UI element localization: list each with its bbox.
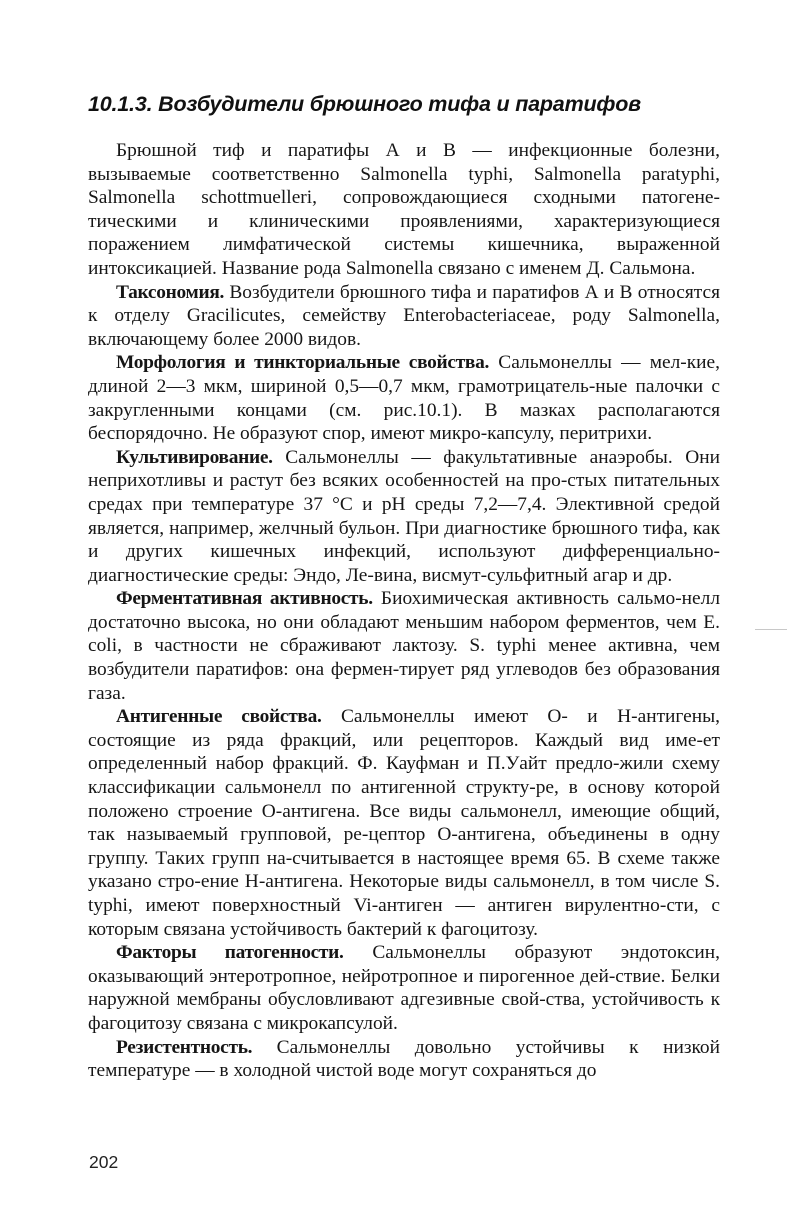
margin-mark [755,629,787,630]
paragraph-lead: Ферментативная активность. [116,588,373,610]
paragraph-morphology [88,351,720,445]
paragraph-text: Возбудители брюшного тифа и паратифов А и В относятся к отделу Gracilicutes, семейству Enterobacteriaceae, роду Salmonella, включающему более 2000 видов. [88,281,720,350]
paragraph-text: Сальмонеллы — мел-кие, длиной 2—3 мкм, шириной 0,5—0,7 мкм, грамотрицатель-ные палочки с закругленными концами (см. рис.10.1). В мазках располагаются беспорядочно. Не образуют спор, имеют микро-капсулу, перитрихи. [88,352,720,445]
paragraph-lead: Морфология и тинкториальные свойства. [116,352,490,374]
paragraph-pathogenicity [88,941,720,1035]
paragraph-text: Биохимическая активность сальмо-нелл достаточно высока, но они обладают меньшим набором ферментов, чем E. coli, в частности не сбраживают лактозу. S. typhi менее активна, чем возбудители паратифов: она фермен-тирует ряд углеводов без образования газа. [88,588,721,704]
paragraph-cultivation [88,446,720,588]
paragraph-taxonomy [88,281,720,352]
paragraph-text: Сальмонеллы образуют эндотоксин, оказывающий энтеротропное, нейротропное и пирогенное дей-ствие. Белки наружной мембраны обусловливают адгезивные свой-ства, устойчивость к фагоцитозу связана с микрокапсулой. [88,942,720,1034]
paragraph-lead: Таксономия. [116,281,225,303]
page-number: 202 [89,1152,119,1172]
paragraph-lead: Резистентность. [116,1036,253,1058]
paragraph-antigens [88,705,720,941]
paragraph-lead: Факторы патогенности. [116,942,344,964]
paragraph-lead: Антигенные свойства. [116,706,322,728]
paragraph-text: Сальмонеллы довольно устойчивы к низкой температуре — в холодной чистой воде могут сохраняться до [88,1036,720,1082]
paragraph-resistance [88,1036,720,1083]
paragraph-enzymes [88,587,720,705]
paragraph-text: Сальмонеллы — факультативные анаэробы. Они неприхотливы и растут без всяких особенностей на про-стых питательных средах при температуре 37 °С и pH среды 7,2—7,4. Элективной средой является, например, желчный бульон. При диагностике брюшного тифа, как и других кишечных инфекций, используют дифференциально-диагностические среды: Эндо, Ле-вина, висмут-сульфитный агар и др. [88,446,720,586]
paragraph-text: Сальмонеллы имеют О- и Н-антигены, состоящие из ряда фракций, или рецепторов. Каждый вид име-ет определенный набор фракций. Ф. Кауфман и П.Уайт предло-жили схему классификации сальмонелл по антигенной структу-ре, в основу которой положено строение О-антигена. Все виды сальмонелл, имеющие общий, так называемый групповой, ре-цептор О-антигена, объединены в одну группу. Таких групп на-считывается в настоящее время 65. В схеме также указано стро-ение Н-антигена. Некоторые виды сальмонелл, в том числе S. typhi, имеют поверхностный Vi-антиген — антиген вирулентно-сти, с которым связана устойчивость бактерий к фагоцитозу. [88,706,720,940]
article-body [88,139,720,1083]
paragraph-lead: Культивирование. [116,446,273,468]
section-heading: 10.1.3. Возбудители брюшного тифа и паратифов [88,92,641,116]
intro-paragraph: Брюшной тиф и паратифы А и В — инфекционные болезни, вызываемые соответственно Salmonella typhi, Salmonella paratyphi, Salmonella schottmuelleri, сопровождающиеся сходными патогене-тическими и клиническими проявлениями, характеризующиеся поражением лимфатической системы кишечника, выраженной интоксикацией. Название рода Salmonella связано с именем Д. Сальмона. [88,140,720,279]
